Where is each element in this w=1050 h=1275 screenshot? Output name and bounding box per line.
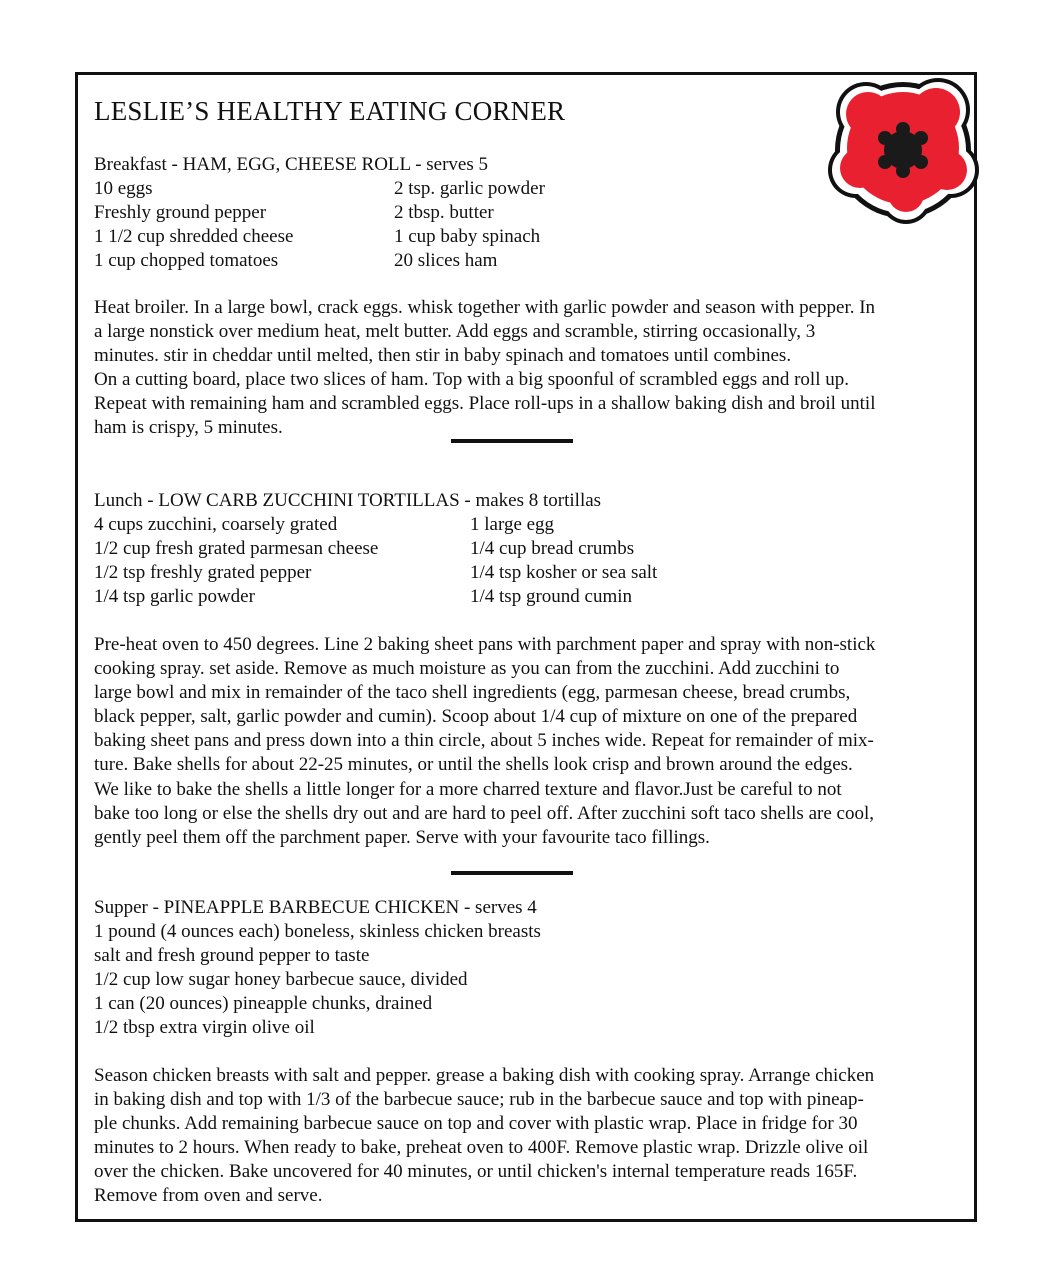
ingredient: 1/4 tsp garlic powder	[94, 586, 255, 607]
direction-line: large bowl and mix in remainder of the taco shell ingredients (egg, parmesan cheese, bread crumbs,	[94, 682, 851, 704]
breakfast-heading: Breakfast - HAM, EGG, CHEESE ROLL - serves 5	[94, 154, 488, 175]
ingredient: Freshly ground pepper	[94, 202, 267, 223]
lunch-directions	[94, 633, 960, 850]
direction-line: Repeat with remaining ham and scrambled eggs. Place roll-ups in a shallow baking dish and broil until	[94, 393, 876, 415]
direction-line: baking sheet pans and press down into a thin circle, about 5 inches wide. Repeat for remainder of mix-	[94, 730, 874, 752]
ingredient: 1/4 cup bread crumbs	[470, 538, 635, 559]
direction-line: a large nonstick over medium heat, melt butter. Add eggs and scramble, stirring occasionally, 3	[94, 321, 816, 343]
ingredient: 1 1/2 cup shredded cheese	[94, 226, 294, 247]
direction-line: cooking spray. set aside. Remove as much moisture as you can from the zucchini. Add zucchini to	[94, 658, 840, 680]
direction-line: Heat broiler. In a large bowl, crack eggs. whisk together with garlic powder and season with pepper. In	[94, 297, 876, 318]
lunch-heading: Lunch - LOW CARB ZUCCHINI TORTILLAS - makes 8 tortillas	[94, 490, 602, 511]
supper-heading: Supper - PINEAPPLE BARBECUE CHICKEN - serves 4	[94, 897, 537, 918]
direction-line: minutes to 2 hours. When ready to bake, preheat oven to 400F. Remove plastic wrap. Drizzle olive oil	[94, 1137, 869, 1159]
direction-line: ham is crispy, 5 minutes.	[94, 417, 283, 439]
ingredient: 1 cup baby spinach	[394, 226, 541, 247]
ingredient: 1/2 cup fresh grated parmesan cheese	[94, 538, 379, 559]
ingredient: 4 cups zucchini, coarsely grated	[94, 514, 338, 535]
ingredient: 1 large egg	[470, 514, 555, 535]
direction-line: Season chicken breasts with salt and pepper. grease a baking dish with cooking spray. Arrange chicken	[94, 1065, 875, 1086]
direction-line: bake too long or else the shells dry out and are hard to peel off. After zucchini soft taco shells are cool,	[94, 802, 874, 824]
ingredient: 1/4 tsp kosher or sea salt	[470, 562, 658, 583]
page-title: LESLIE’S HEALTHY EATING CORNER	[94, 96, 566, 126]
ingredient: 2 tsp. garlic powder	[394, 178, 545, 199]
section-divider	[451, 439, 573, 443]
direction-line: On a cutting board, place two slices of ham. Top with a big spoonful of scrambled eggs and roll up.	[94, 369, 849, 391]
ingredient: salt and fresh ground pepper to taste	[94, 945, 370, 966]
ingredient: 2 tbsp. butter	[394, 202, 494, 223]
poppy-logo	[826, 70, 980, 224]
direction-line: ture. Bake shells for about 22-25 minutes, or until the shells look crisp and brown around the edges.	[94, 754, 853, 776]
ingredient: 1/2 tbsp extra virgin olive oil	[94, 1017, 315, 1038]
section-divider	[451, 871, 573, 875]
supper-directions	[94, 1064, 960, 1209]
direction-line: ple chunks. Add remaining barbecue sauce on top and cover with plastic wrap. Place in fridge for 30	[94, 1113, 858, 1135]
direction-line: gently peel them off the parchment paper. Serve with your favourite taco fillings.	[94, 826, 710, 848]
ingredient: 1/2 tsp freshly grated pepper	[94, 562, 312, 583]
breakfast-directions	[94, 296, 960, 441]
ingredient: 1/4 tsp ground cumin	[470, 586, 633, 607]
ingredient: 1 can (20 ounces) pineapple chunks, drained	[94, 993, 433, 1014]
ingredient: 1/2 cup low sugar honey barbecue sauce, divided	[94, 969, 468, 990]
direction-line: over the chicken. Bake uncovered for 40 minutes, or until chicken's internal temperature reads 165F.	[94, 1161, 858, 1183]
direction-line: black pepper, salt, garlic powder and cumin). Scoop about 1/4 cup of mixture on one of the prepared	[94, 706, 858, 728]
ingredient: 1 cup chopped tomatoes	[94, 250, 279, 271]
direction-line: Remove from oven and serve.	[94, 1185, 323, 1207]
direction-line: We like to bake the shells a little longer for a more charred texture and flavor.Just be careful to not	[94, 778, 842, 800]
ingredient: 1 pound (4 ounces each) boneless, skinless chicken breasts	[94, 921, 541, 942]
direction-line: Pre-heat oven to 450 degrees. Line 2 baking sheet pans with parchment paper and spray with non-stick	[94, 634, 876, 655]
direction-line: in baking dish and top with 1/3 of the barbecue sauce; rub in the barbecue sauce and top with pineap-	[94, 1089, 864, 1111]
ingredient: 20 slices ham	[394, 250, 498, 271]
ingredient: 10 eggs	[94, 178, 153, 199]
direction-line: minutes. stir in cheddar until melted, then stir in baby spinach and tomatoes until combines.	[94, 345, 792, 367]
